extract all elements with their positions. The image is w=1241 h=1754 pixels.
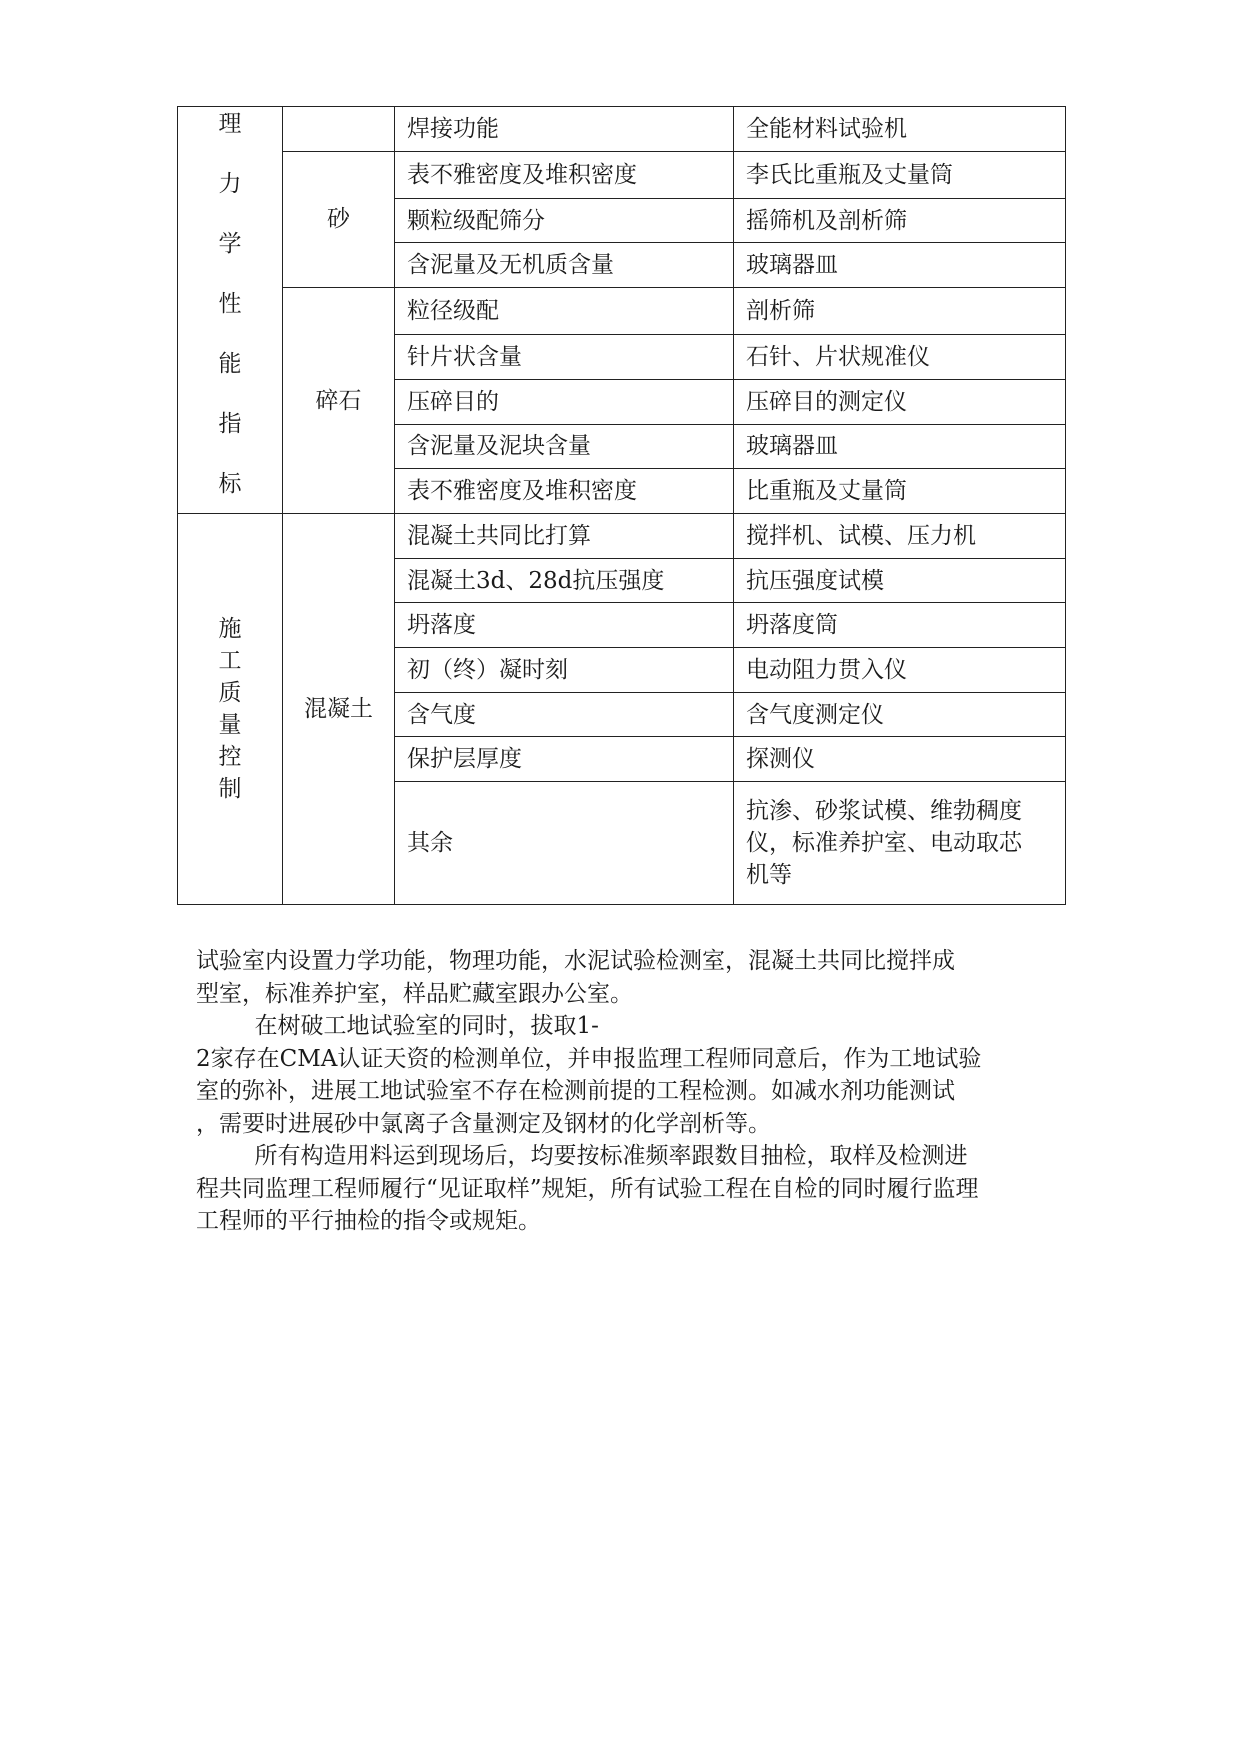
test-item: 坍落度 [395,603,734,648]
test-item: 表不雅密度及堆积密度 [395,469,734,514]
paragraph-lab-setup: 试验室内设置力学功能，物理功能，水泥试验检测室，混凝土共同比搅拌成 型室，标准养护室，样品贮藏室跟办公室。 [196,948,955,1007]
test-item: 表不雅密度及堆积密度 [395,151,734,198]
test-equipment: 抗渗、砂浆试模、维勃稠度 仪，标准养护室、电动取芯 机等 [734,782,1066,905]
category-char: 标 [218,471,242,497]
paragraph-external-testing: 在树破工地试验室的同时，拔取1- 2家存在CMA认证天资的检测单位，并申报监理工程师同意后，作为工地试验 室的弥补，进展工地试验室不存在检测前提的工程检测。如减水剂功能测试 ，需要时进展砂中氯离子含量测定及钢材的化学剖析等。 [196,1013,982,1137]
category-char: 指 [218,411,242,437]
category-char: 控 [218,744,242,771]
test-equipment: 抗压强度试模 [734,558,1066,603]
test-equipment: 摇筛机及剖析筛 [734,198,1066,243]
test-items-table [177,106,1066,905]
category-char: 学 [218,231,242,257]
test-equipment: 玻璃器皿 [734,243,1066,288]
category-char: 性 [218,291,242,317]
category-char: 施 [218,616,242,643]
table-row [178,514,1066,559]
test-item: 压碎目的 [395,379,734,424]
test-equipment: 李氏比重瓶及丈量筒 [734,151,1066,198]
material-concrete: 混凝土 [283,514,395,905]
table-row [178,151,1066,198]
test-item: 颗粒级配筛分 [395,198,734,243]
test-equipment: 全能材料试验机 [734,107,1066,152]
test-item: 含泥量及泥块含量 [395,424,734,469]
category-quality-control [178,514,283,905]
test-equipment: 探测仪 [734,737,1066,782]
test-item: 含泥量及无机质含量 [395,243,734,288]
test-item: 混凝土共同比打算 [395,514,734,559]
test-equipment: 剖析筛 [734,288,1066,335]
test-equipment: 比重瓶及丈量筒 [734,469,1066,514]
test-equipment: 玻璃器皿 [734,424,1066,469]
test-item: 保护层厚度 [395,737,734,782]
test-item: 焊接功能 [395,107,734,152]
category-char: 力 [218,171,242,197]
test-equipment: 石针、片状规准仪 [734,335,1066,380]
test-item: 混凝土3d、28d抗压强度 [395,558,734,603]
test-equipment: 含气度测定仪 [734,692,1066,737]
category-char: 量 [218,712,242,739]
category-char: 能 [218,351,242,377]
material-sand: 砂 [283,151,395,287]
category-char: 理 [218,111,242,137]
test-item: 粒径级配 [395,288,734,335]
category-physical-mechanical [178,107,283,514]
material-cell-empty [283,107,395,152]
category-char: 工 [218,648,242,675]
test-equipment: 电动阻力贯入仪 [734,648,1066,693]
paragraph-sampling-rules: 所有构造用料运到现场后，均要按标准频率跟数目抽检，取样及检测进 程共同监理工程师履行“见证取样”规矩，所有试验工程在自检的同时履行监理 工程师的平行抽检的指令或规矩。 [196,1143,979,1234]
test-item: 初（终）凝时刻 [395,648,734,693]
test-equipment: 搅拌机、试模、压力机 [734,514,1066,559]
test-equipment: 坍落度筒 [734,603,1066,648]
category-char: 制 [218,776,242,803]
test-item: 其余 [395,782,734,905]
material-gravel: 碎石 [283,288,395,514]
test-item: 针片状含量 [395,335,734,380]
test-item: 含气度 [395,692,734,737]
category-char: 质 [218,680,242,707]
test-equipment: 压碎目的测定仪 [734,379,1066,424]
table-row [178,107,1066,152]
table-row [178,288,1066,335]
